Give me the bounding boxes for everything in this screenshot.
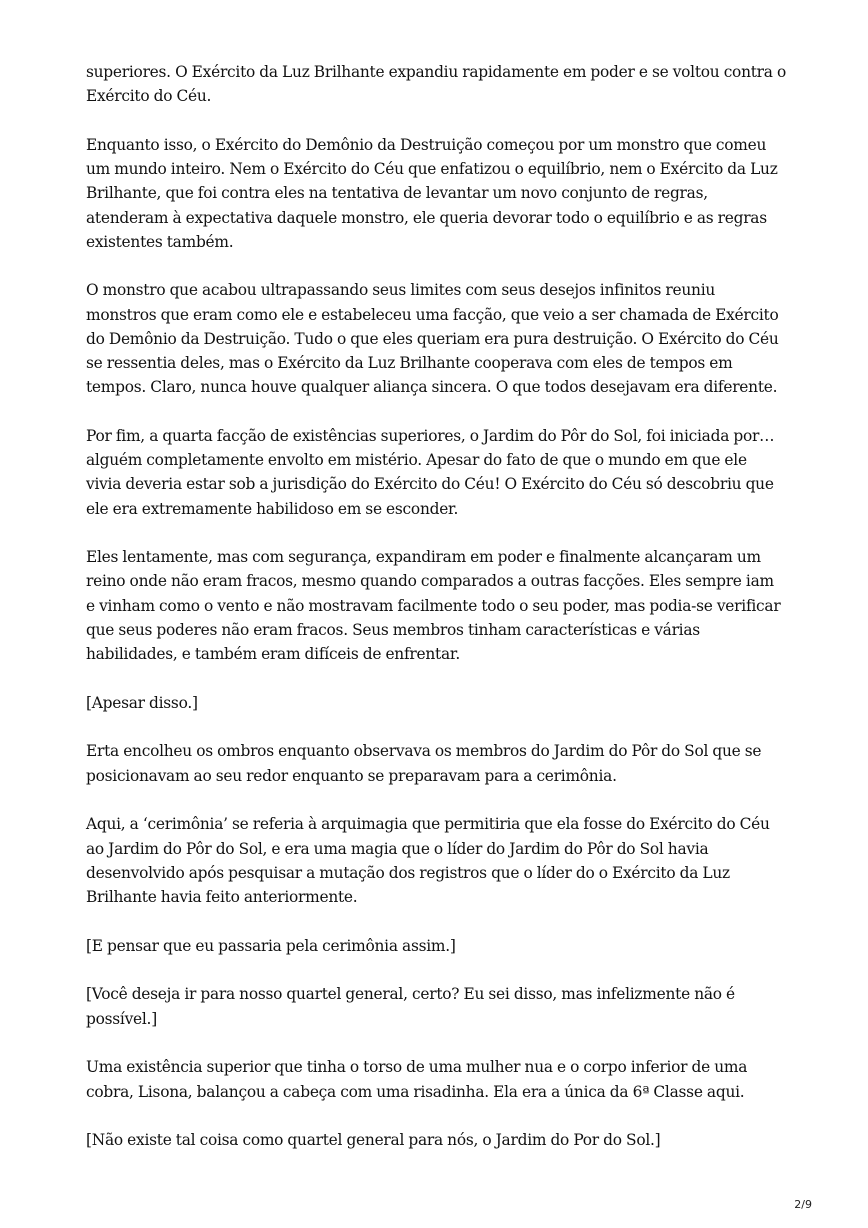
paragraph: O monstro que acabou ultrapassando seus limites com seus desejos infinitos reuniu monstros que eram como ele e estabeleceu uma facção, que veio a ser chamada de Exército do Demônio da Destruição. Tudo o que eles queriam era pura destruição. O Exército do Céu se ressentia deles, mas o Exército da Luz Brilhante cooperava com eles de tempos em tempos. Claro, nunca houve qualquer aliança sincera. O que todos desejavam era diferente. bbox=[86, 281, 779, 397]
paragraph: superiores. O Exército da Luz Brilhante expandiu rapidamente em poder e se voltou contra o Exército do Céu. bbox=[86, 63, 786, 106]
paragraph: [Apesar disso.] bbox=[86, 693, 198, 712]
paragraph: Eles lentamente, mas com segurança, expandiram em poder e finalmente alcançaram um reino onde não eram fracos, mesmo quando comparados a outras facções. Eles sempre iam e vinham como o vento e não mostravam facilmente todo o seu poder, mas podia-se verificar que seus poderes não eram fracos. Seus membros tinham características e várias habilidades, e também eram difíceis de enfrentar. bbox=[86, 548, 781, 664]
page-number: 2/9 bbox=[794, 1198, 812, 1211]
paragraph: Aqui, a ‘cerimônia’ se referia à arquimagia que permitiria que ela fosse do Exército do Céu ao Jardim do Pôr do Sol, e era uma magia que o líder do Jardim do Pôr do Sol havia desenvolvido após pesquisar a mutação dos registros que o líder do o Exército da Luz Brilhante havia feito anteriormente. bbox=[86, 815, 770, 906]
document-body bbox=[86, 60, 786, 1177]
paragraph: Erta encolheu os ombros enquanto observava os membros do Jardim do Pôr do Sol que se posicionavam ao seu redor enquanto se preparavam para a cerimônia. bbox=[86, 742, 762, 785]
paragraph: [E pensar que eu passaria pela cerimônia assim.] bbox=[86, 936, 456, 955]
paragraph: [Você deseja ir para nosso quartel general, certo? Eu sei disso, mas infelizmente não é possível.] bbox=[86, 985, 735, 1028]
paragraph: Uma existência superior que tinha o torso de uma mulher nua e o corpo inferior de uma cobra, Lisona, balançou a cabeça com uma risadinha. Ela era a única da 6ª Classe aqui. bbox=[86, 1058, 748, 1101]
paragraph: Por fim, a quarta facção de existências superiores, o Jardim do Pôr do Sol, foi iniciada por… alguém completamente envolto em mistério. Apesar do fato de que o mundo em que ele vivia deveria estar sob a jurisdição do Exército do Céu! O Exército do Céu só descobriu que ele era extremamente habilidoso em se esconder. bbox=[86, 426, 775, 518]
paragraph: [Não existe tal coisa como quartel general para nós, o Jardim do Por do Sol.] bbox=[86, 1131, 661, 1150]
paragraph: Enquanto isso, o Exército do Demônio da Destruição começou por um monstro que comeu um mundo inteiro. Nem o Exército do Céu que enfatizou o equilíbrio, nem o Exército da Luz Brilhante, que foi contra eles na tentativa de levantar um novo conjunto de regras, atenderam à expectativa daquele monstro, ele queria devorar todo o equilíbrio e as regras existentes também. bbox=[86, 135, 778, 251]
